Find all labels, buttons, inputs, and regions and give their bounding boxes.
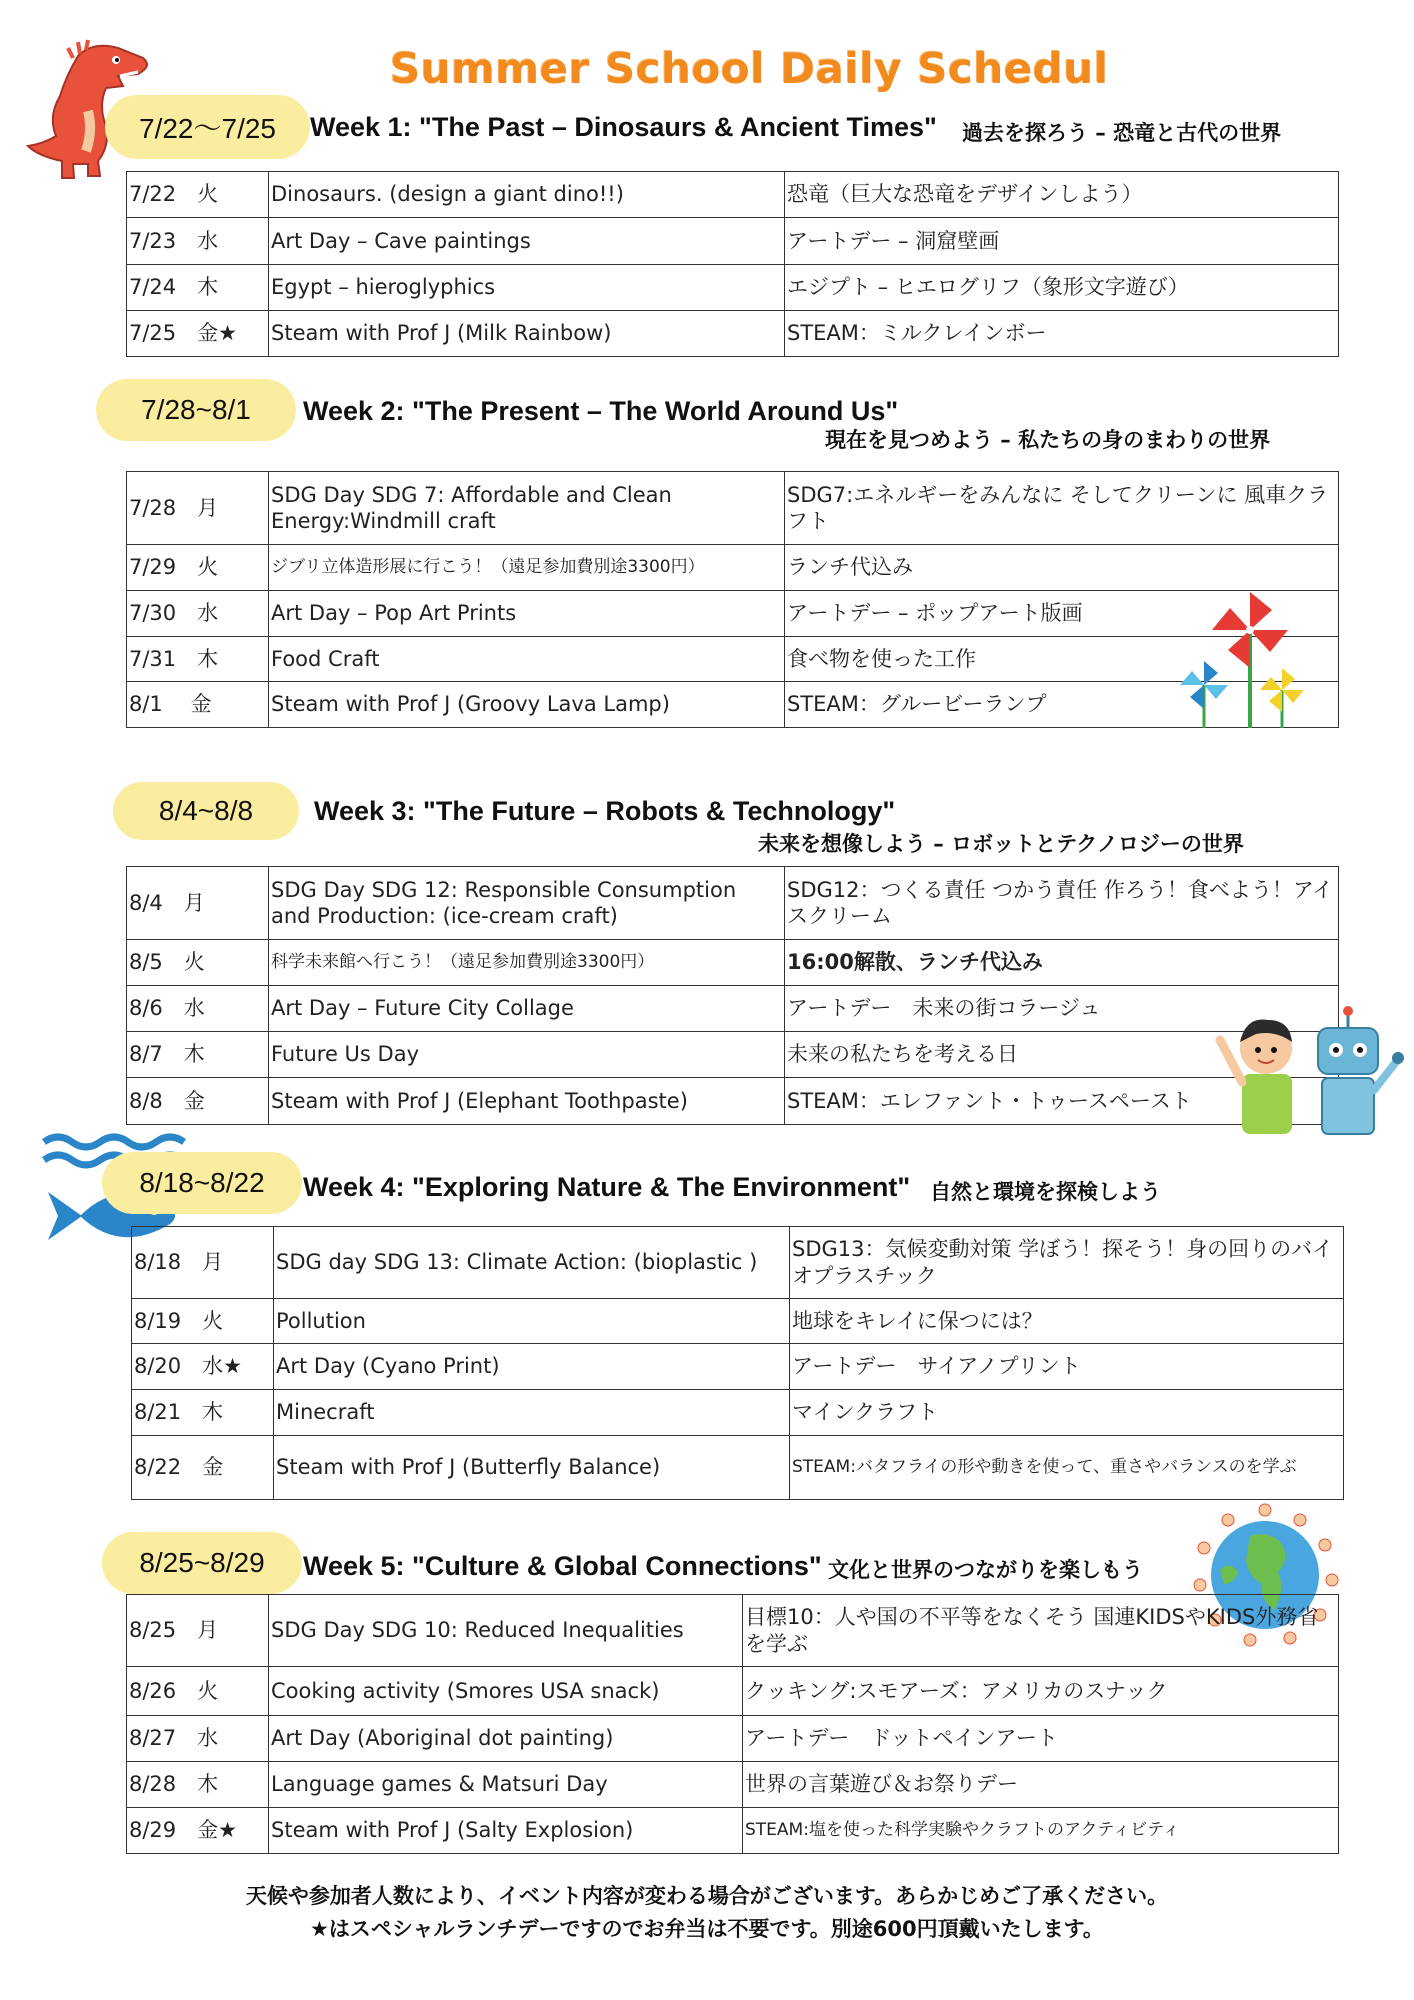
row-activity-en: Steam with Prof J (Milk Rainbow) [269,311,785,357]
row-activity-en: SDG Day SDG 10: Reduced Inequalities [269,1595,743,1667]
row-activity-jp: アートデー ドットペインアート [743,1716,1339,1762]
row-date: 8/27 水 [127,1716,269,1762]
table-row [127,218,1339,265]
row-activity-jp: SDG7:エネルギーをみんなに そしてクリーンに 風車クラフト [785,472,1339,545]
table-row [127,1032,1339,1078]
row-activity-jp: エジプト – ヒエログリフ（象形文字遊び） [785,265,1339,311]
row-activity-en: Dinosaurs. (design a giant dino!!) [269,172,785,218]
row-activity-jp: SDG13：気候変動対策 学ぼう！探そう！身の回りのバイオプラスチック [790,1227,1344,1299]
row-activity-en: SDG Day SDG 7: Affordable and Clean Energy:Windmill craft [269,472,785,545]
week2-title-jp: 現在を見つめよう – 私たちの身のまわりの世界 [825,428,1271,452]
week4-table [131,1226,1344,1500]
row-activity-en: Pollution [274,1299,790,1344]
week4-date-range: 8/18~8/22 [102,1152,302,1214]
row-date: 7/31 木 [127,637,269,682]
row-date: 7/30 水 [127,591,269,637]
row-date: 8/21 木 [132,1390,274,1436]
footer-note-2: ★はスペシャルランチデーですのでお弁当は不要です。別途600円頂戴いたします。 [310,1917,1104,1941]
row-activity-jp: 食べ物を使った工作 [785,637,1339,682]
table-row [132,1227,1344,1299]
week2-date-range: 7/28~8/1 [96,379,296,441]
row-date: 7/29 火 [127,545,269,591]
week1-title-jp: 過去を探ろう – 恐竜と古代の世界 [962,121,1282,145]
row-date: 8/20 水★ [132,1344,274,1390]
pinwheel-icon [1176,590,1304,730]
row-activity-jp: 世界の言葉遊び＆お祭りデー [743,1762,1339,1808]
week2-title: Week 2: "The Present – The World Around Us" [303,396,899,426]
row-date: 7/25 金★ [127,311,269,357]
row-activity-en: Cooking activity (Smores USA snack) [269,1667,743,1716]
week3-date-range: 8/4~8/8 [113,782,299,840]
row-date: 8/25 月 [127,1595,269,1667]
week5-title: Week 5: "Culture & Global Connections" [303,1551,822,1581]
table-row [132,1344,1344,1390]
table-row [127,1667,1339,1716]
row-activity-en: ジブリ立体造形展に行こう！（遠足参加費別途3300円） [269,545,785,591]
row-activity-en: Egypt – hieroglyphics [269,265,785,311]
row-date: 8/22 金 [132,1436,274,1500]
row-activity-jp: STEAM：グルービーランプ [785,682,1339,728]
row-date: 7/28 月 [127,472,269,545]
table-row [127,172,1339,218]
week3-title-jp: 未来を想像しよう – ロボットとテクノロジーの世界 [758,832,1244,856]
table-row [127,1595,1339,1667]
row-activity-en: Minecraft [274,1390,790,1436]
table-row [132,1299,1344,1344]
row-activity-jp: 恐竜（巨大な恐竜をデザインしよう） [785,172,1339,218]
robot-boy-icon [1206,1000,1406,1140]
table-row [127,940,1339,986]
footer-note-1: 天候や参加者人数により、イベント内容が変わる場合がございます。あらかじめご了承ください。 [245,1884,1169,1908]
row-activity-jp: 目標10：人や国の不平等をなくそう 国連KIDSやKIDS外務省を学ぶ [743,1595,1339,1667]
row-date: 8/7 木 [127,1032,269,1078]
row-activity-jp: アートデー – 洞窟壁画 [785,218,1339,265]
row-activity-jp: クッキング:スモアーズ：アメリカのスナック [743,1667,1339,1716]
row-date: 7/23 水 [127,218,269,265]
table-row [127,867,1339,940]
row-date: 8/4 月 [127,867,269,940]
row-activity-jp: STEAM:塩を使った科学実験やクラフトのアクティビティ [743,1808,1339,1854]
week5-date-range: 8/25~8/29 [102,1532,302,1594]
row-activity-jp: アートデー サイアノプリント [790,1344,1344,1390]
row-activity-en: Art Day (Cyano Print) [274,1344,790,1390]
row-activity-en: Art Day – Pop Art Prints [269,591,785,637]
row-activity-en: 科学未来館へ行こう！（遠足参加費別途3300円） [269,940,785,986]
row-date: 8/29 金★ [127,1808,269,1854]
week2-table [126,471,1339,728]
row-activity-jp: アートデー – ポップアート版画 [785,591,1339,637]
week1-table [126,171,1339,357]
row-date: 8/6 水 [127,986,269,1032]
row-activity-jp: STEAM:バタフライの形や動きを使って、重さやバランスのを学ぶ [790,1436,1344,1500]
row-activity-jp: マインクラフト [790,1390,1344,1436]
row-activity-en: Language games & Matsuri Day [269,1762,743,1808]
row-activity-en: Steam with Prof J (Elephant Toothpaste) [269,1078,785,1125]
row-activity-en: SDG Day SDG 12: Responsible Consumption and Production: (ice-cream craft) [269,867,785,940]
table-row [127,265,1339,311]
row-activity-en: Art Day – Cave paintings [269,218,785,265]
row-date: 8/8 金 [127,1078,269,1125]
row-date: 8/28 木 [127,1762,269,1808]
week1-title: Week 1: "The Past – Dinosaurs & Ancient Times" [310,112,937,142]
row-activity-jp: STEAM：ミルクレインボー [785,311,1339,357]
row-activity-jp: ランチ代込み [785,545,1339,591]
table-row [132,1390,1344,1436]
row-date: 7/22 火 [127,172,269,218]
week4-title-jp: 自然と環境を探検しよう [930,1180,1161,1204]
table-row [127,545,1339,591]
row-activity-en: SDG day SDG 13: Climate Action: (bioplastic ) [274,1227,790,1299]
row-date: 8/18 月 [132,1227,274,1299]
table-row [127,1078,1339,1125]
row-activity-jp: 未来の私たちを考える日 [785,1032,1339,1078]
table-row [127,682,1339,728]
table-row [127,1716,1339,1762]
row-activity-en: Art Day (Aboriginal dot painting) [269,1716,743,1762]
row-activity-jp: 地球をキレイに保つには？ [790,1299,1344,1344]
table-row [127,637,1339,682]
week3-title: Week 3: "The Future – Robots & Technology" [314,796,896,826]
week5-table [126,1594,1339,1854]
row-activity-jp: アートデー 未来の街コラージュ [785,986,1339,1032]
table-row [127,591,1339,637]
week5-title-jp: 文化と世界のつながりを楽しもう [828,1558,1143,1582]
table-row [127,1808,1339,1854]
row-activity-en: Steam with Prof J (Groovy Lava Lamp) [269,682,785,728]
row-date: 8/26 火 [127,1667,269,1716]
week4-title: Week 4: "Exploring Nature & The Environment" [303,1172,911,1202]
week3-table [126,866,1339,1125]
row-date: 8/1 金 [127,682,269,728]
row-activity-en: Steam with Prof J (Butterfly Balance) [274,1436,790,1500]
row-date: 8/5 火 [127,940,269,986]
row-activity-en: Food Craft [269,637,785,682]
week1-date-range: 7/22〜7/25 [105,95,310,159]
table-row [132,1436,1344,1500]
row-activity-jp: STEAM：エレファント・トゥースペースト [785,1078,1339,1125]
row-activity-en: Art Day – Future City Collage [269,986,785,1032]
table-row [127,311,1339,357]
table-row [127,472,1339,545]
row-date: 7/24 木 [127,265,269,311]
row-activity-jp: 16:00解散、ランチ代込み [785,940,1339,986]
table-row [127,1762,1339,1808]
row-activity-en: Future Us Day [269,1032,785,1078]
table-row [127,986,1339,1032]
row-activity-en: Steam with Prof J (Salty Explosion) [269,1808,743,1854]
row-activity-jp: SDG12：つくる責任 つかう責任 作ろう！食べよう！アイスクリーム [785,867,1339,940]
row-date: 8/19 火 [132,1299,274,1344]
page-title: Summer School Daily Schedul [390,44,1109,93]
